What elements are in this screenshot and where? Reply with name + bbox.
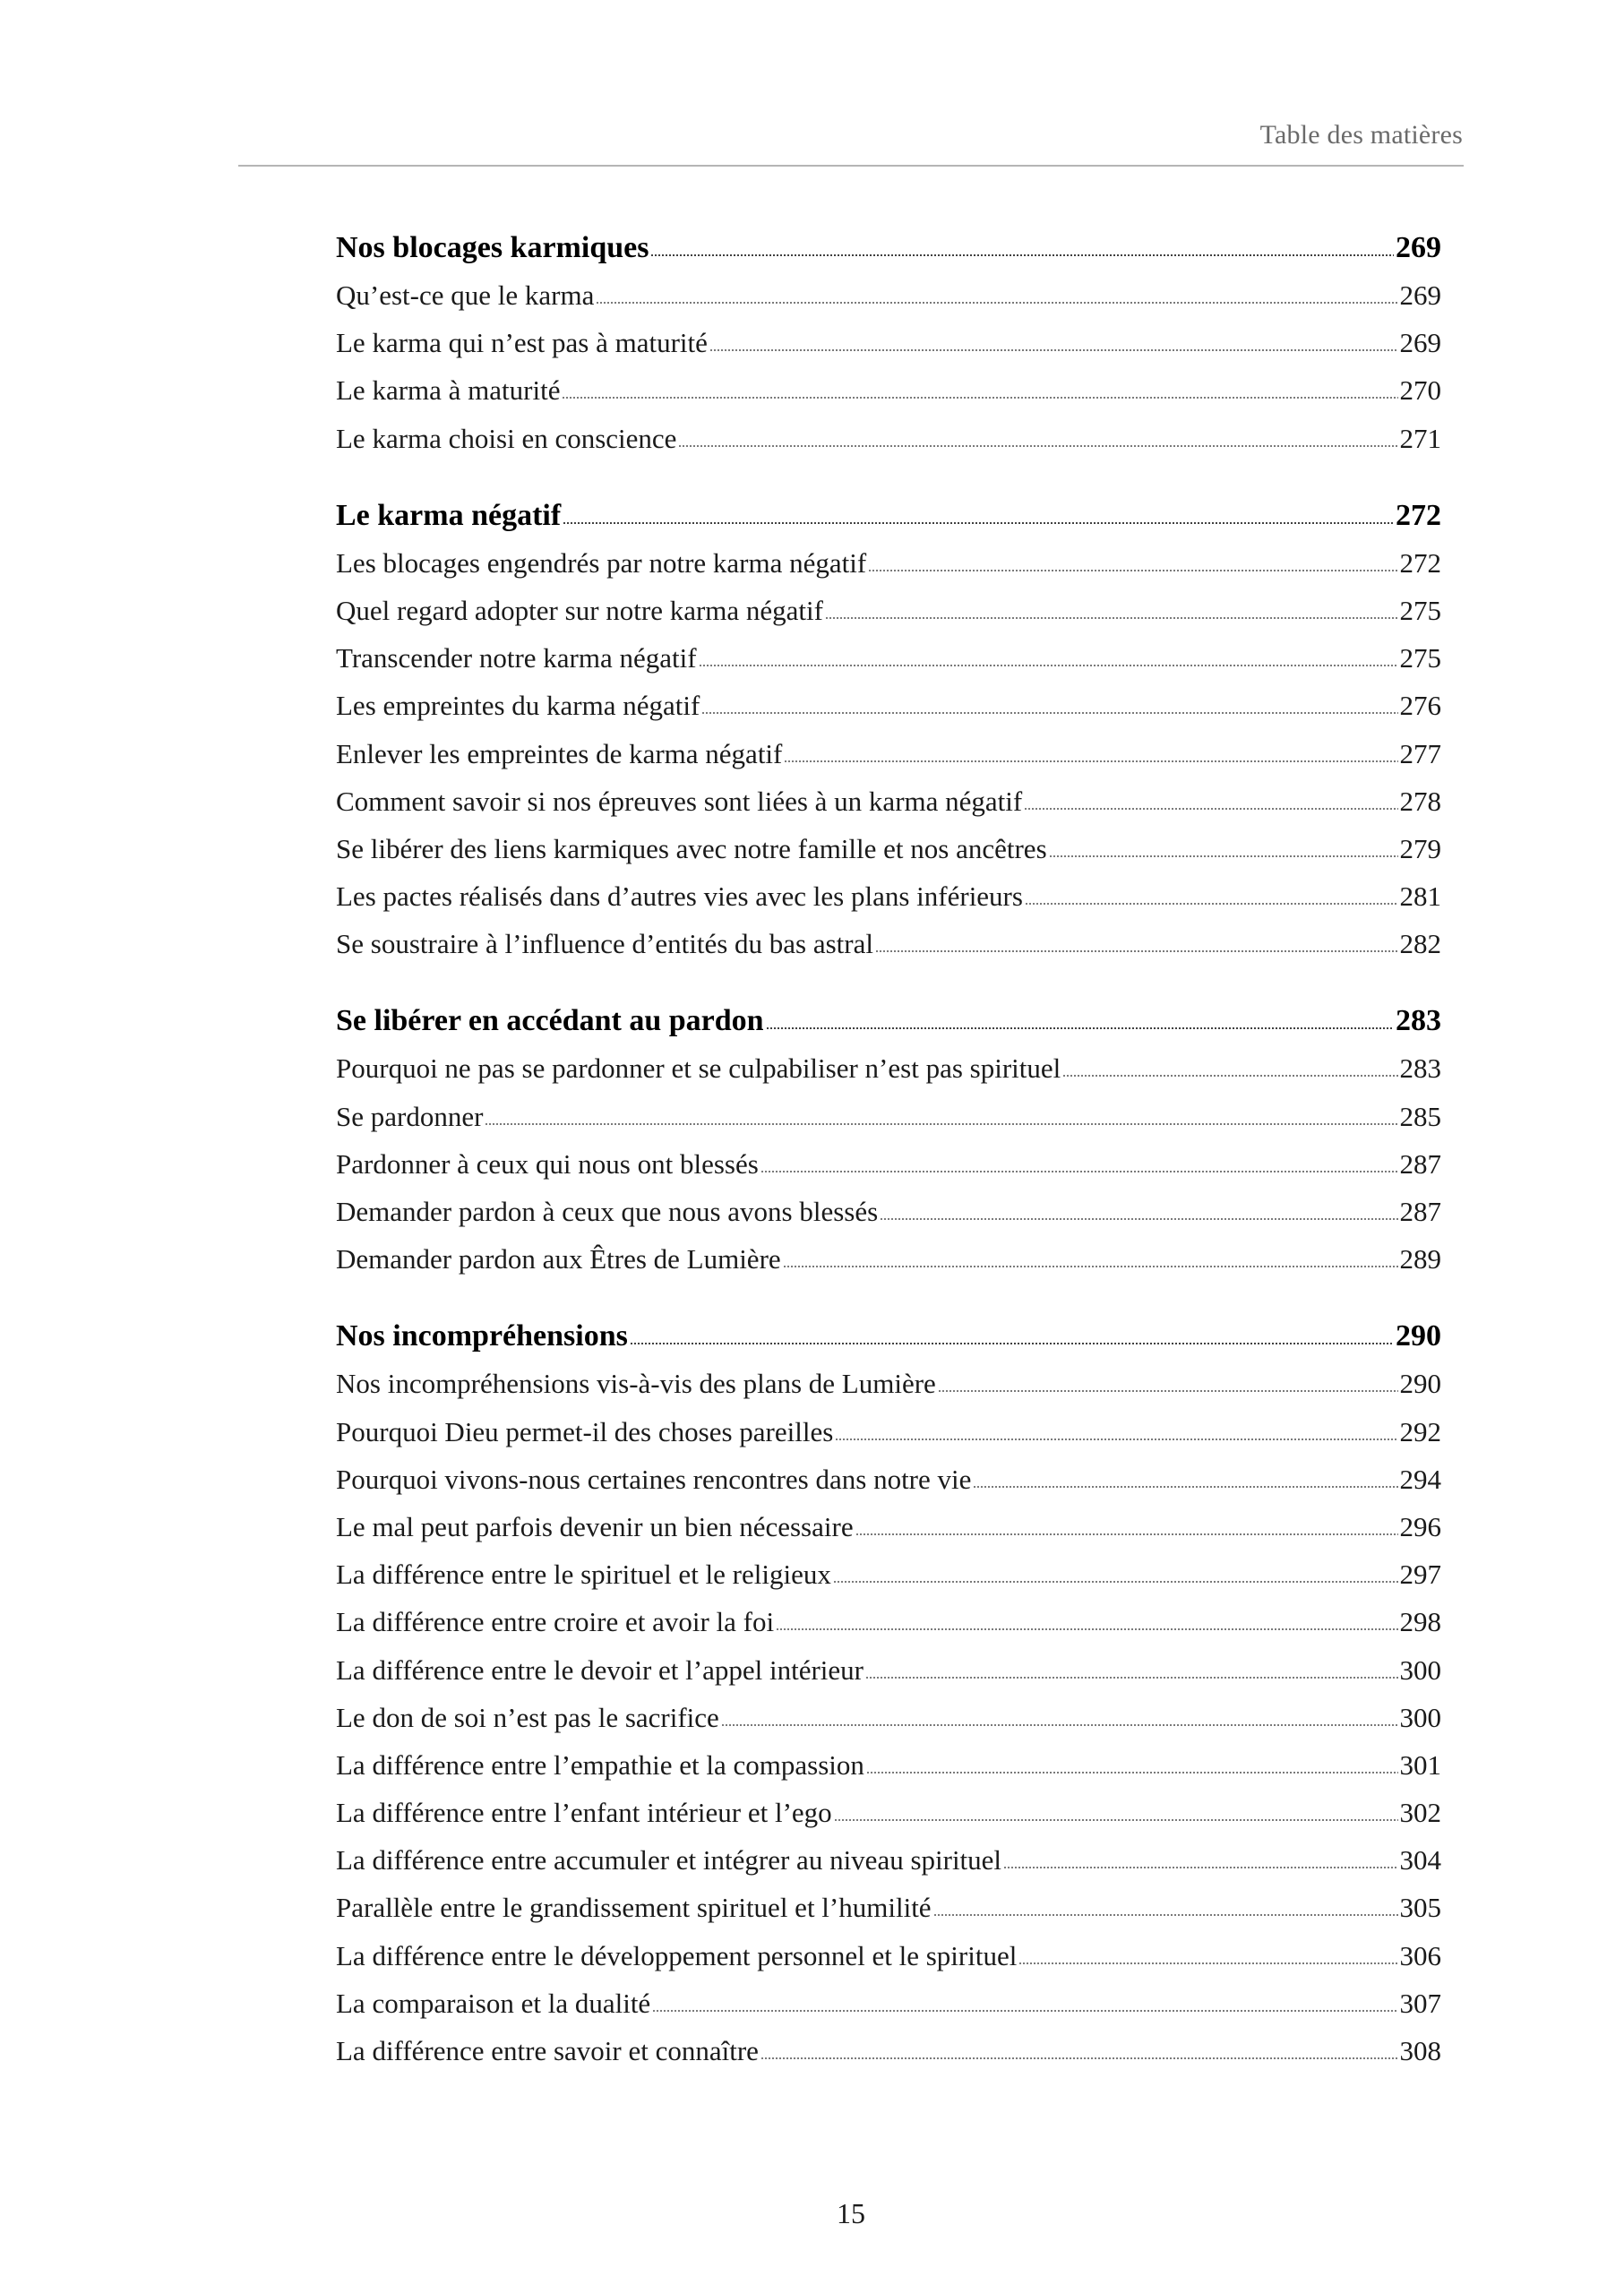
toc-entry[interactable] (336, 1196, 1441, 1243)
toc-entry[interactable] (336, 642, 1441, 690)
dot-leader (701, 711, 1397, 715)
toc-entry-page: 290 (1399, 1368, 1441, 1400)
toc-entry-title: La différence entre croire et avoir la foi (336, 1606, 775, 1638)
dot-leader (783, 1265, 1398, 1268)
dot-leader (1025, 902, 1398, 906)
toc-section (336, 499, 1441, 976)
dot-leader (630, 1342, 1394, 1345)
toc-entry-title: Les pactes réalisés dans d’autres vies avec les plans inférieurs (336, 880, 1023, 913)
toc-entry[interactable] (336, 1101, 1441, 1148)
toc-entry-page: 269 (1399, 327, 1441, 359)
dot-leader (1049, 855, 1398, 858)
toc-chapter-page: 283 (1396, 1004, 1441, 1038)
toc-entry-title: Se pardonner (336, 1100, 484, 1132)
toc-chapter-page: 269 (1396, 231, 1441, 264)
toc-chapter-title: Nos incompréhensions (336, 1319, 628, 1353)
toc-entry-title: Enlever les empreintes de karma négatif (336, 737, 783, 769)
dot-leader (834, 1818, 1398, 1822)
toc-entry-page: 287 (1399, 1196, 1441, 1227)
toc-chapter-heading[interactable] (336, 499, 1441, 547)
toc-entry-page: 294 (1399, 1463, 1441, 1495)
toc-chapter-page: 290 (1396, 1319, 1441, 1353)
dot-leader (776, 1627, 1397, 1631)
toc-entry[interactable] (336, 1464, 1441, 1511)
running-header: Table des matières (1259, 120, 1463, 150)
toc-chapter-title: Le karma négatif (336, 498, 562, 532)
dot-leader (1024, 807, 1397, 811)
toc-entry-title: La différence entre accumuler et intégrer au niveau spirituel (336, 1844, 1002, 1876)
dot-leader (766, 1026, 1394, 1030)
toc-entry-page: 285 (1399, 1100, 1441, 1132)
toc-entry-title: La différence entre le développement personnel et le spirituel (336, 1939, 1018, 1971)
toc-entry-page: 283 (1399, 1052, 1441, 1085)
toc-entry[interactable] (336, 1844, 1441, 1892)
toc-entry-title: La différence entre le spirituel et le religieux (336, 1559, 831, 1591)
toc-entry[interactable] (336, 1940, 1441, 1988)
toc-entry-page: 282 (1399, 928, 1441, 960)
toc-entry[interactable] (336, 547, 1441, 595)
dot-leader (563, 521, 1394, 525)
dot-leader (933, 1913, 1398, 1917)
dot-leader (721, 1723, 1398, 1727)
toc-section (336, 231, 1441, 470)
header-rule (238, 165, 1464, 167)
dot-leader (875, 949, 1398, 953)
toc-entry[interactable] (336, 1654, 1441, 1702)
toc-entry-page: 289 (1399, 1243, 1441, 1275)
toc-entry-page: 275 (1399, 594, 1441, 626)
toc-chapter-page: 272 (1396, 498, 1441, 532)
toc-entry[interactable] (336, 1416, 1441, 1464)
toc-entry-title: Pourquoi ne pas se pardonner et se culpabiliser n’est pas spirituel (336, 1052, 1061, 1085)
toc-entry-title: Les empreintes du karma négatif (336, 690, 700, 722)
toc-entry-page: 307 (1399, 1987, 1441, 2019)
toc-entry-title: Parallèle entre le grandissement spirituel et l’humilité (336, 1892, 932, 1924)
toc-entry-page: 301 (1399, 1748, 1441, 1781)
toc-entry[interactable] (336, 1511, 1441, 1559)
toc-entry-page: 292 (1399, 1415, 1441, 1447)
toc-chapter-title: Se libérer en accédant au pardon (336, 1004, 764, 1038)
toc-entry-title: Le karma à maturité (336, 374, 561, 407)
toc-chapter-heading[interactable] (336, 231, 1441, 279)
toc-entry[interactable] (336, 1368, 1441, 1415)
toc-entry-page: 279 (1399, 832, 1441, 864)
dot-leader (1018, 1962, 1397, 1965)
toc-chapter-title: Nos blocages karmiques (336, 231, 649, 264)
toc-chapter-heading[interactable] (336, 1319, 1441, 1368)
dot-leader (652, 2009, 1397, 2013)
toc-entry-title: Pardonner à ceux qui nous ont blessés (336, 1147, 759, 1180)
toc-entry-page: 275 (1399, 642, 1441, 674)
toc-entry-title: La différence entre savoir et connaître (336, 2035, 759, 2066)
toc-entry[interactable] (336, 1606, 1441, 1653)
dot-leader (760, 2057, 1398, 2060)
toc-entry-page: 287 (1399, 1147, 1441, 1180)
table-of-contents (336, 231, 1441, 2111)
toc-entry-page: 304 (1399, 1844, 1441, 1876)
toc-section (336, 1319, 1441, 2083)
dot-leader (835, 1438, 1397, 1441)
toc-entry-page: 308 (1399, 2035, 1441, 2066)
toc-entry-page: 300 (1399, 1701, 1441, 1733)
toc-entry-page: 272 (1399, 546, 1441, 579)
toc-entry-page: 306 (1399, 1939, 1441, 1971)
toc-entry-title: Les blocages engendrés par notre karma négatif (336, 546, 867, 579)
toc-entry-page: 271 (1399, 422, 1441, 454)
toc-entry-page: 281 (1399, 880, 1441, 913)
toc-entry[interactable] (336, 1243, 1441, 1291)
toc-entry-page: 297 (1399, 1559, 1441, 1591)
dot-leader (678, 444, 1397, 448)
toc-entry-title: Le don de soi n’est pas le sacrifice (336, 1701, 719, 1733)
toc-entry[interactable] (336, 1797, 1441, 1844)
toc-entry-page: 305 (1399, 1892, 1441, 1924)
toc-entry-page: 302 (1399, 1797, 1441, 1829)
toc-entry[interactable] (336, 374, 1441, 422)
toc-entry-page: 276 (1399, 690, 1441, 722)
dot-leader (760, 1170, 1398, 1173)
dot-leader (880, 1217, 1397, 1221)
toc-entry-title: La comparaison et la dualité (336, 1987, 651, 2019)
dot-leader (562, 396, 1397, 399)
dot-leader (855, 1533, 1398, 1536)
toc-entry-page: 296 (1399, 1510, 1441, 1542)
toc-entry[interactable] (336, 327, 1441, 374)
dot-leader (709, 348, 1398, 352)
toc-entry[interactable] (336, 1702, 1441, 1749)
page-number: 15 (837, 2197, 865, 2229)
toc-entry-title: Demander pardon à ceux que nous avons blessés (336, 1196, 879, 1227)
dot-leader (1003, 1866, 1397, 1869)
dot-leader (596, 301, 1397, 305)
dot-leader (868, 569, 1397, 572)
toc-entry-title: Nos incompréhensions vis-à-vis des plans de Lumière (336, 1368, 936, 1400)
toc-entry-title: La différence entre l’enfant intérieur et l’ego (336, 1797, 832, 1829)
toc-entry-title: Quel regard adopter sur notre karma négatif (336, 594, 823, 626)
toc-entry-title: Le mal peut parfois devenir un bien nécessaire (336, 1510, 854, 1542)
toc-entry[interactable] (336, 2035, 1441, 2083)
toc-entry-title: Le karma choisi en conscience (336, 422, 677, 454)
toc-entry[interactable] (336, 690, 1441, 737)
toc-entry-page: 300 (1399, 1653, 1441, 1686)
dot-leader (485, 1122, 1397, 1126)
toc-entry[interactable] (336, 786, 1441, 833)
toc-entry-title: La différence entre l’empathie et la compassion (336, 1748, 864, 1781)
toc-entry-title: Pourquoi Dieu permet-il des choses pareilles (336, 1415, 834, 1447)
toc-entry[interactable] (336, 880, 1441, 928)
toc-entry[interactable] (336, 279, 1441, 327)
toc-entry[interactable] (336, 928, 1441, 975)
dot-leader (973, 1485, 1397, 1489)
toc-chapter-heading[interactable] (336, 1004, 1441, 1052)
toc-entry-title: Se libérer des liens karmiques avec notre famille et nos ancêtres (336, 832, 1047, 864)
dot-leader (825, 616, 1398, 620)
toc-entry-title: Demander pardon aux Êtres de Lumière (336, 1243, 781, 1275)
dot-leader (866, 1771, 1398, 1774)
toc-entry-page: 298 (1399, 1606, 1441, 1638)
toc-entry-page: 277 (1399, 737, 1441, 769)
toc-entry[interactable] (336, 1749, 1441, 1797)
dot-leader (784, 760, 1397, 763)
toc-entry[interactable] (336, 833, 1441, 880)
toc-entry-title: La différence entre le devoir et l’appel intérieur (336, 1653, 864, 1686)
toc-entry-page: 270 (1399, 374, 1441, 407)
dot-leader (938, 1389, 1398, 1393)
toc-entry-title: Transcender notre karma négatif (336, 642, 697, 674)
toc-entry[interactable] (336, 1892, 1441, 1939)
dot-leader (1062, 1074, 1397, 1078)
toc-entry[interactable] (336, 1148, 1441, 1196)
dot-leader (865, 1676, 1398, 1679)
dot-leader (699, 664, 1398, 667)
toc-entry[interactable] (336, 1988, 1441, 2035)
toc-entry[interactable] (336, 423, 1441, 470)
toc-entry-title: Le karma qui n’est pas à maturité (336, 327, 708, 359)
toc-entry-title: Comment savoir si nos épreuves sont liées à un karma négatif (336, 785, 1023, 817)
dot-leader (833, 1580, 1398, 1584)
toc-entry-title: Qu’est-ce que le karma (336, 279, 595, 311)
toc-entry[interactable] (336, 1559, 1441, 1606)
toc-entry-title: Se soustraire à l’influence d’entités du bas astral (336, 928, 873, 960)
dot-leader (650, 253, 1394, 257)
toc-entry-title: Pourquoi vivons-nous certaines rencontres dans notre vie (336, 1463, 972, 1495)
toc-section (336, 1004, 1441, 1291)
toc-entry[interactable] (336, 738, 1441, 786)
toc-entry[interactable] (336, 1052, 1441, 1100)
toc-entry-page: 269 (1399, 279, 1441, 311)
toc-entry-page: 278 (1399, 785, 1441, 817)
toc-entry[interactable] (336, 595, 1441, 642)
